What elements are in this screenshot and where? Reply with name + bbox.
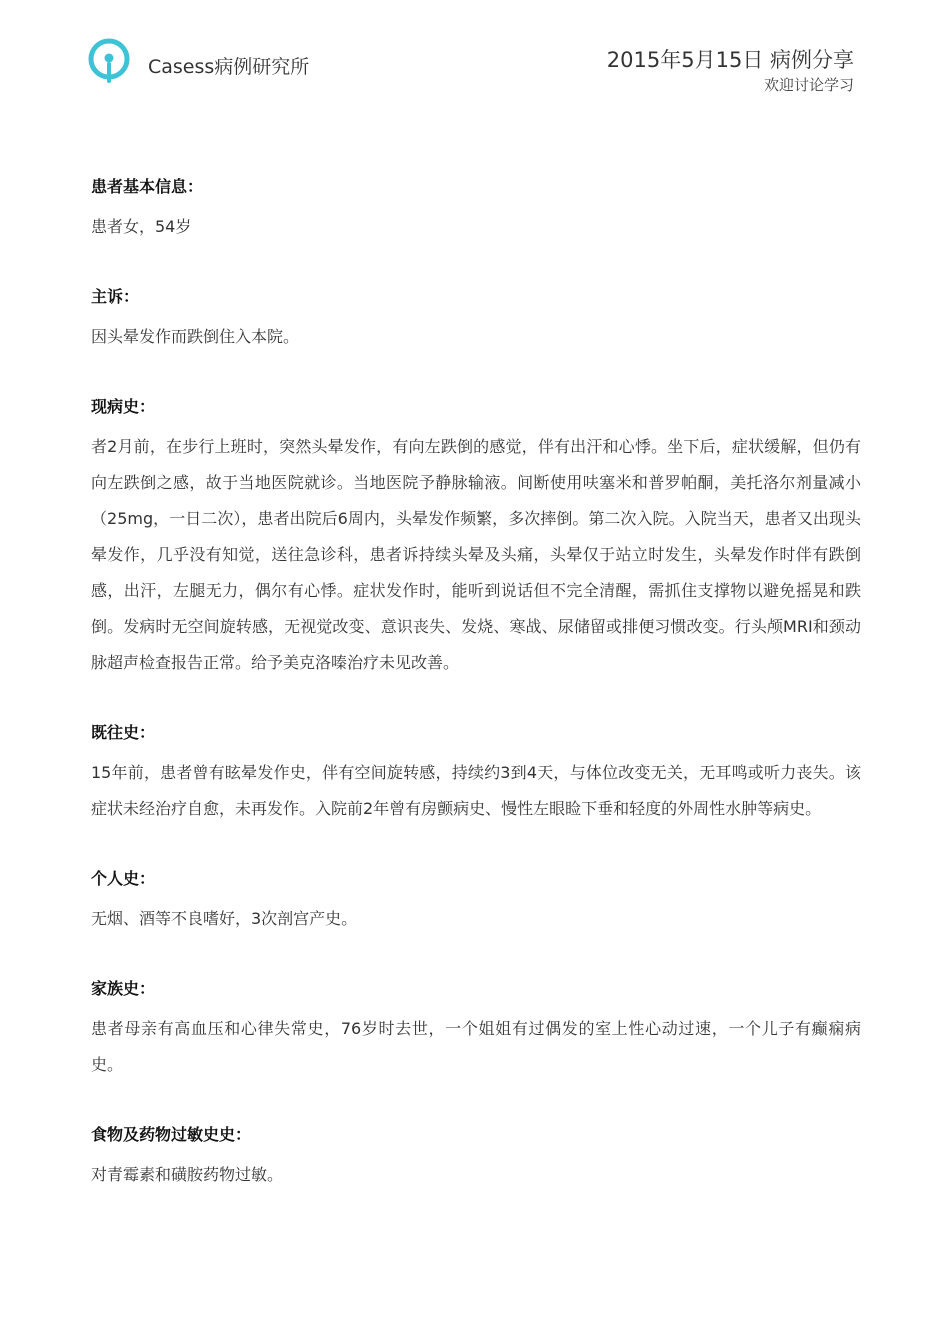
section-body: 患者母亲有高血压和心律失常史，76岁时去世，一个姐姐有过偶发的室上性心动过速，一个儿子有癫痫病史。 xyxy=(91,1019,861,1074)
section-body: 因头晕发作而跌倒住入本院。 xyxy=(91,327,300,346)
section-title: 个人史： xyxy=(91,869,156,888)
logo-icon xyxy=(86,38,132,86)
section-title: 主诉： xyxy=(91,287,140,306)
section-body: 者2月前，在步行上班时，突然头晕发作，有向左跌倒的感觉，伴有出汗和心悸。坐下后，症状缓解，但仍有向左跌倒之感，故于当地医院就诊。当地医院予静脉输液。间断使用呋塞米和普罗帕酮，美托洛尔剂量减小（25mg，一日二次），患者出院后6周内，头晕发作频繁，多次摔倒。第二次入院。入院当天，患者又出现头晕发作，几乎没有知觉，送往急诊科，患者诉持续头晕及头痛，头晕仅于站立时发生，头晕发作时伴有跌倒感，出汗，左腿无力，偶尔有心悸。症状发作时，能听到说话但不完全清醒，需抓住支撑物以避免摇晃和跌倒。发病时无空间旋转感，无视觉改变、意识丧失、发烧、寒战、尿储留或排便习惯改变。行头颅MRI和颈动脉超声检查报告正常。给予美克洛嗪治疗未见改善。 xyxy=(91,437,861,672)
section-personal-history xyxy=(91,865,861,937)
section-title: 既往史： xyxy=(91,723,156,742)
section-body: 对青霉素和磺胺药物过敏。 xyxy=(91,1165,284,1184)
section-past-history xyxy=(91,719,861,827)
section-body: 15年前，患者曾有眩晕发作史，伴有空间旋转感，持续约3到4天，与体位改变无关，无耳鸣或听力丧失。该症状未经治疗自愈，未再发作。入院前2年曾有房颤病史、慢性左眼睑下垂和轻度的外周性水肿等病史。 xyxy=(91,763,861,818)
section-title: 家族史： xyxy=(91,979,156,998)
section-title: 现病史： xyxy=(91,397,156,416)
header-subtitle: 欢迎讨论学习 xyxy=(763,76,854,94)
section-present-illness xyxy=(91,393,861,681)
header-info xyxy=(607,46,854,96)
case-content xyxy=(91,173,861,1231)
page-header xyxy=(0,0,950,110)
logo-text: Casess病例研究所 xyxy=(148,56,310,78)
section-title: 患者基本信息： xyxy=(91,177,204,196)
header-date-title: 2015年5月15日 病例分享 xyxy=(606,48,854,72)
section-family-history xyxy=(91,975,861,1083)
section-body: 无烟、酒等不良嗜好，3次剖宫产史。 xyxy=(91,909,358,928)
section-title: 食物及药物过敏史史： xyxy=(91,1125,252,1144)
section-allergy-history xyxy=(91,1121,861,1193)
section-basic-info xyxy=(91,173,861,245)
section-chief-complaint xyxy=(91,283,861,355)
section-body: 患者女，54岁 xyxy=(91,217,192,236)
